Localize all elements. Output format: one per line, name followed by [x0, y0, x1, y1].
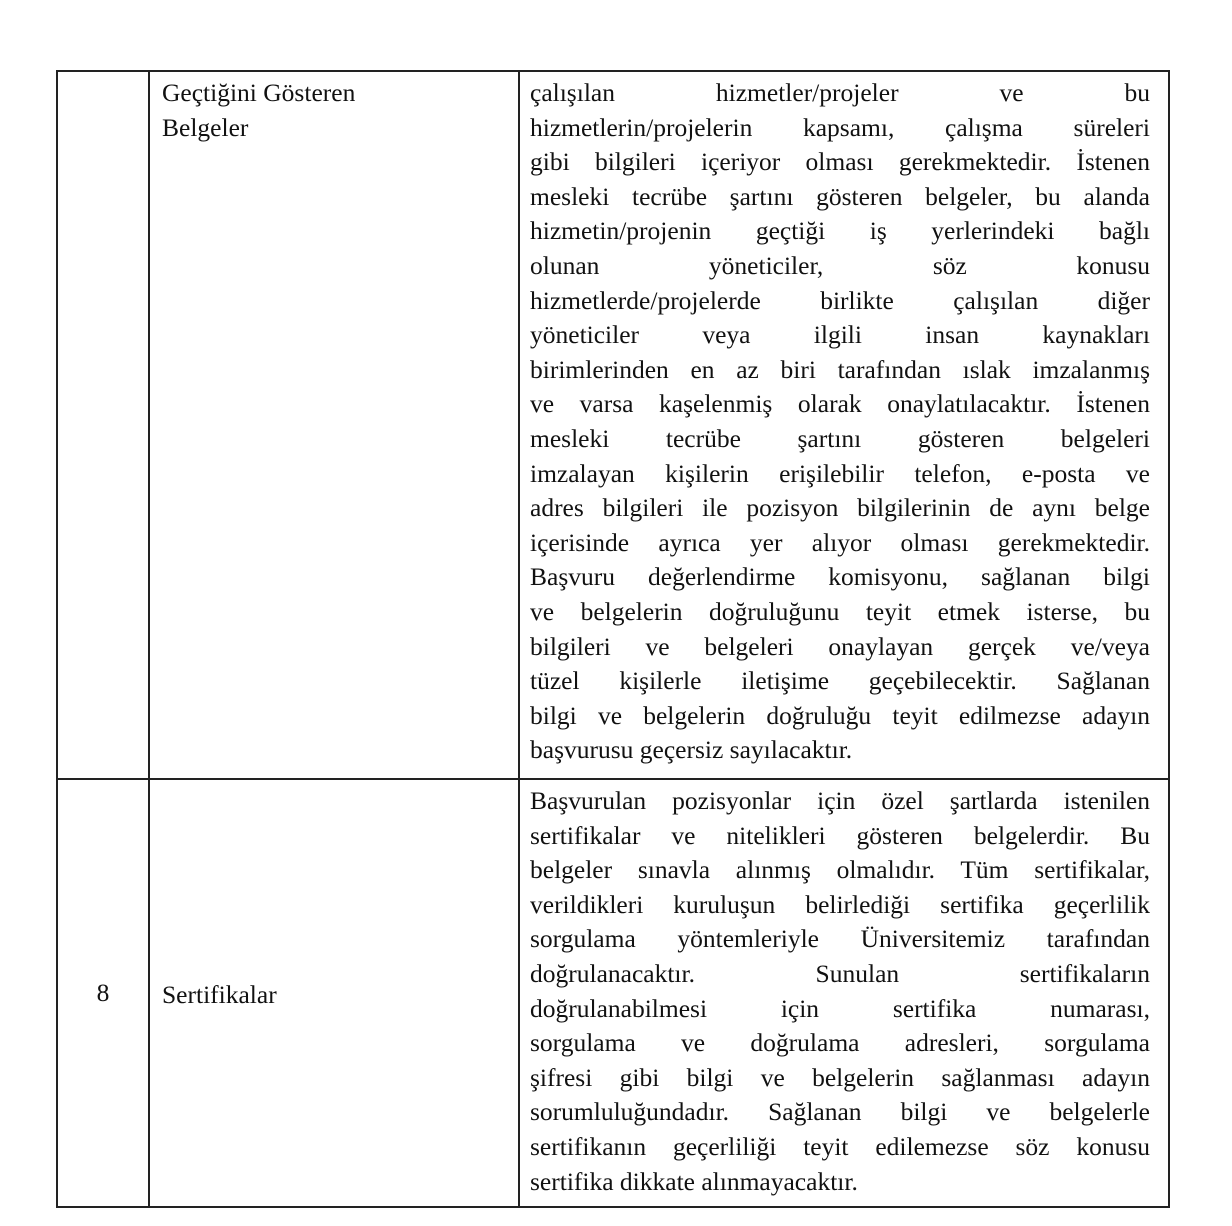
- description-line: ve belgelerin doğruluğunu teyit etmek isterse, bu: [530, 596, 1150, 626]
- row-number-cell: [57, 71, 149, 779]
- row-description-cell: [519, 779, 1169, 1207]
- description-line: yöneticiler veya ilgili insan kaynakları: [530, 320, 1150, 350]
- requirements-table: [56, 70, 1170, 1208]
- description-line: başvurusu geçersiz sayılacaktır.: [530, 735, 853, 765]
- description-line: sertifikalar ve nitelikleri gösteren belgelerdir. Bu: [530, 820, 1150, 850]
- description-line: birimlerinden en az biri tarafından ıslak imzalanmış: [530, 354, 1150, 384]
- table-row: [57, 779, 1169, 1207]
- description-line: hizmetin/projenin geçtiği iş yerlerindeki bağlı: [530, 216, 1150, 246]
- row-title-line: Sertifikalar: [162, 979, 277, 1009]
- row-title-cell: [149, 779, 519, 1207]
- description-line: hizmetlerde/projelerde birlikte çalışılan diğer: [530, 285, 1150, 315]
- description-line: adres bilgileri ile pozisyon bilgilerinin de aynı belge: [530, 493, 1150, 523]
- description-line: mesleki tecrübe şartını gösteren belgeleri: [530, 423, 1150, 453]
- row-description-cell: [519, 71, 1169, 779]
- description-line: gibi bilgileri içeriyor olması gerekmektedir. İstenen: [530, 147, 1150, 177]
- description-line: şifresi gibi bilgi ve belgelerin sağlanması adayın: [530, 1062, 1150, 1092]
- description-line: olunan yöneticiler, söz konusu: [530, 250, 1150, 280]
- description-line: mesleki tecrübe şartını gösteren belgeler, bu alanda: [530, 181, 1150, 211]
- description-line: sorumluluğundadır. Sağlanan bilgi ve belgelerle: [530, 1097, 1150, 1127]
- description-line: Başvurulan pozisyonlar için özel şartlarda istenilen: [530, 786, 1150, 815]
- row-title-line: Geçtiğini Gösteren: [162, 78, 356, 107]
- description-line: sertifika dikkate alınmayacaktır.: [530, 1166, 858, 1196]
- description-line: bilgileri ve belgeleri onaylayan gerçek ve/veya: [530, 631, 1150, 661]
- description-line: imzalayan kişilerin erişilebilir telefon, e-posta ve: [530, 458, 1150, 488]
- description-line: çalışılan hizmetler/projeler ve bu: [530, 78, 1150, 107]
- description-line: bilgi ve belgelerin doğruluğu teyit edilmezse adayın: [530, 700, 1150, 730]
- description-line: sertifikanın geçerliliği teyit edilemezse söz konusu: [530, 1131, 1150, 1161]
- description-line: doğrulanabilmesi için sertifika numarası,: [530, 993, 1150, 1023]
- row-number-cell: 8: [57, 779, 149, 1207]
- description-line: verildikleri kuruluşun belirlediği sertifika geçerlilik: [530, 889, 1150, 919]
- description-line: doğrulanacaktır. Sunulan sertifikaların: [530, 958, 1150, 988]
- row-title-cell: [149, 71, 519, 779]
- table-row: [57, 71, 1169, 779]
- description-line: Başvuru değerlendirme komisyonu, sağlanan bilgi: [530, 562, 1150, 592]
- description-line: belgeler sınavla alınmış olmalıdır. Tüm sertifikalar,: [530, 855, 1150, 885]
- description-line: hizmetlerin/projelerin kapsamı, çalışma süreleri: [530, 112, 1150, 142]
- description-line: ve varsa kaşelenmiş olarak onaylatılacaktır. İstenen: [530, 389, 1150, 419]
- description-line: sorgulama ve doğrulama adresleri, sorgulama: [530, 1028, 1150, 1058]
- description-line: tüzel kişilerle iletişime geçebilecektir. Sağlanan: [530, 666, 1150, 696]
- row-title-line: Belgeler: [162, 112, 249, 142]
- description-line: içerisinde ayrıca yer alıyor olması gerekmektedir.: [530, 527, 1150, 557]
- description-line: sorgulama yöntemleriyle Üniversitemiz tarafından: [530, 924, 1150, 954]
